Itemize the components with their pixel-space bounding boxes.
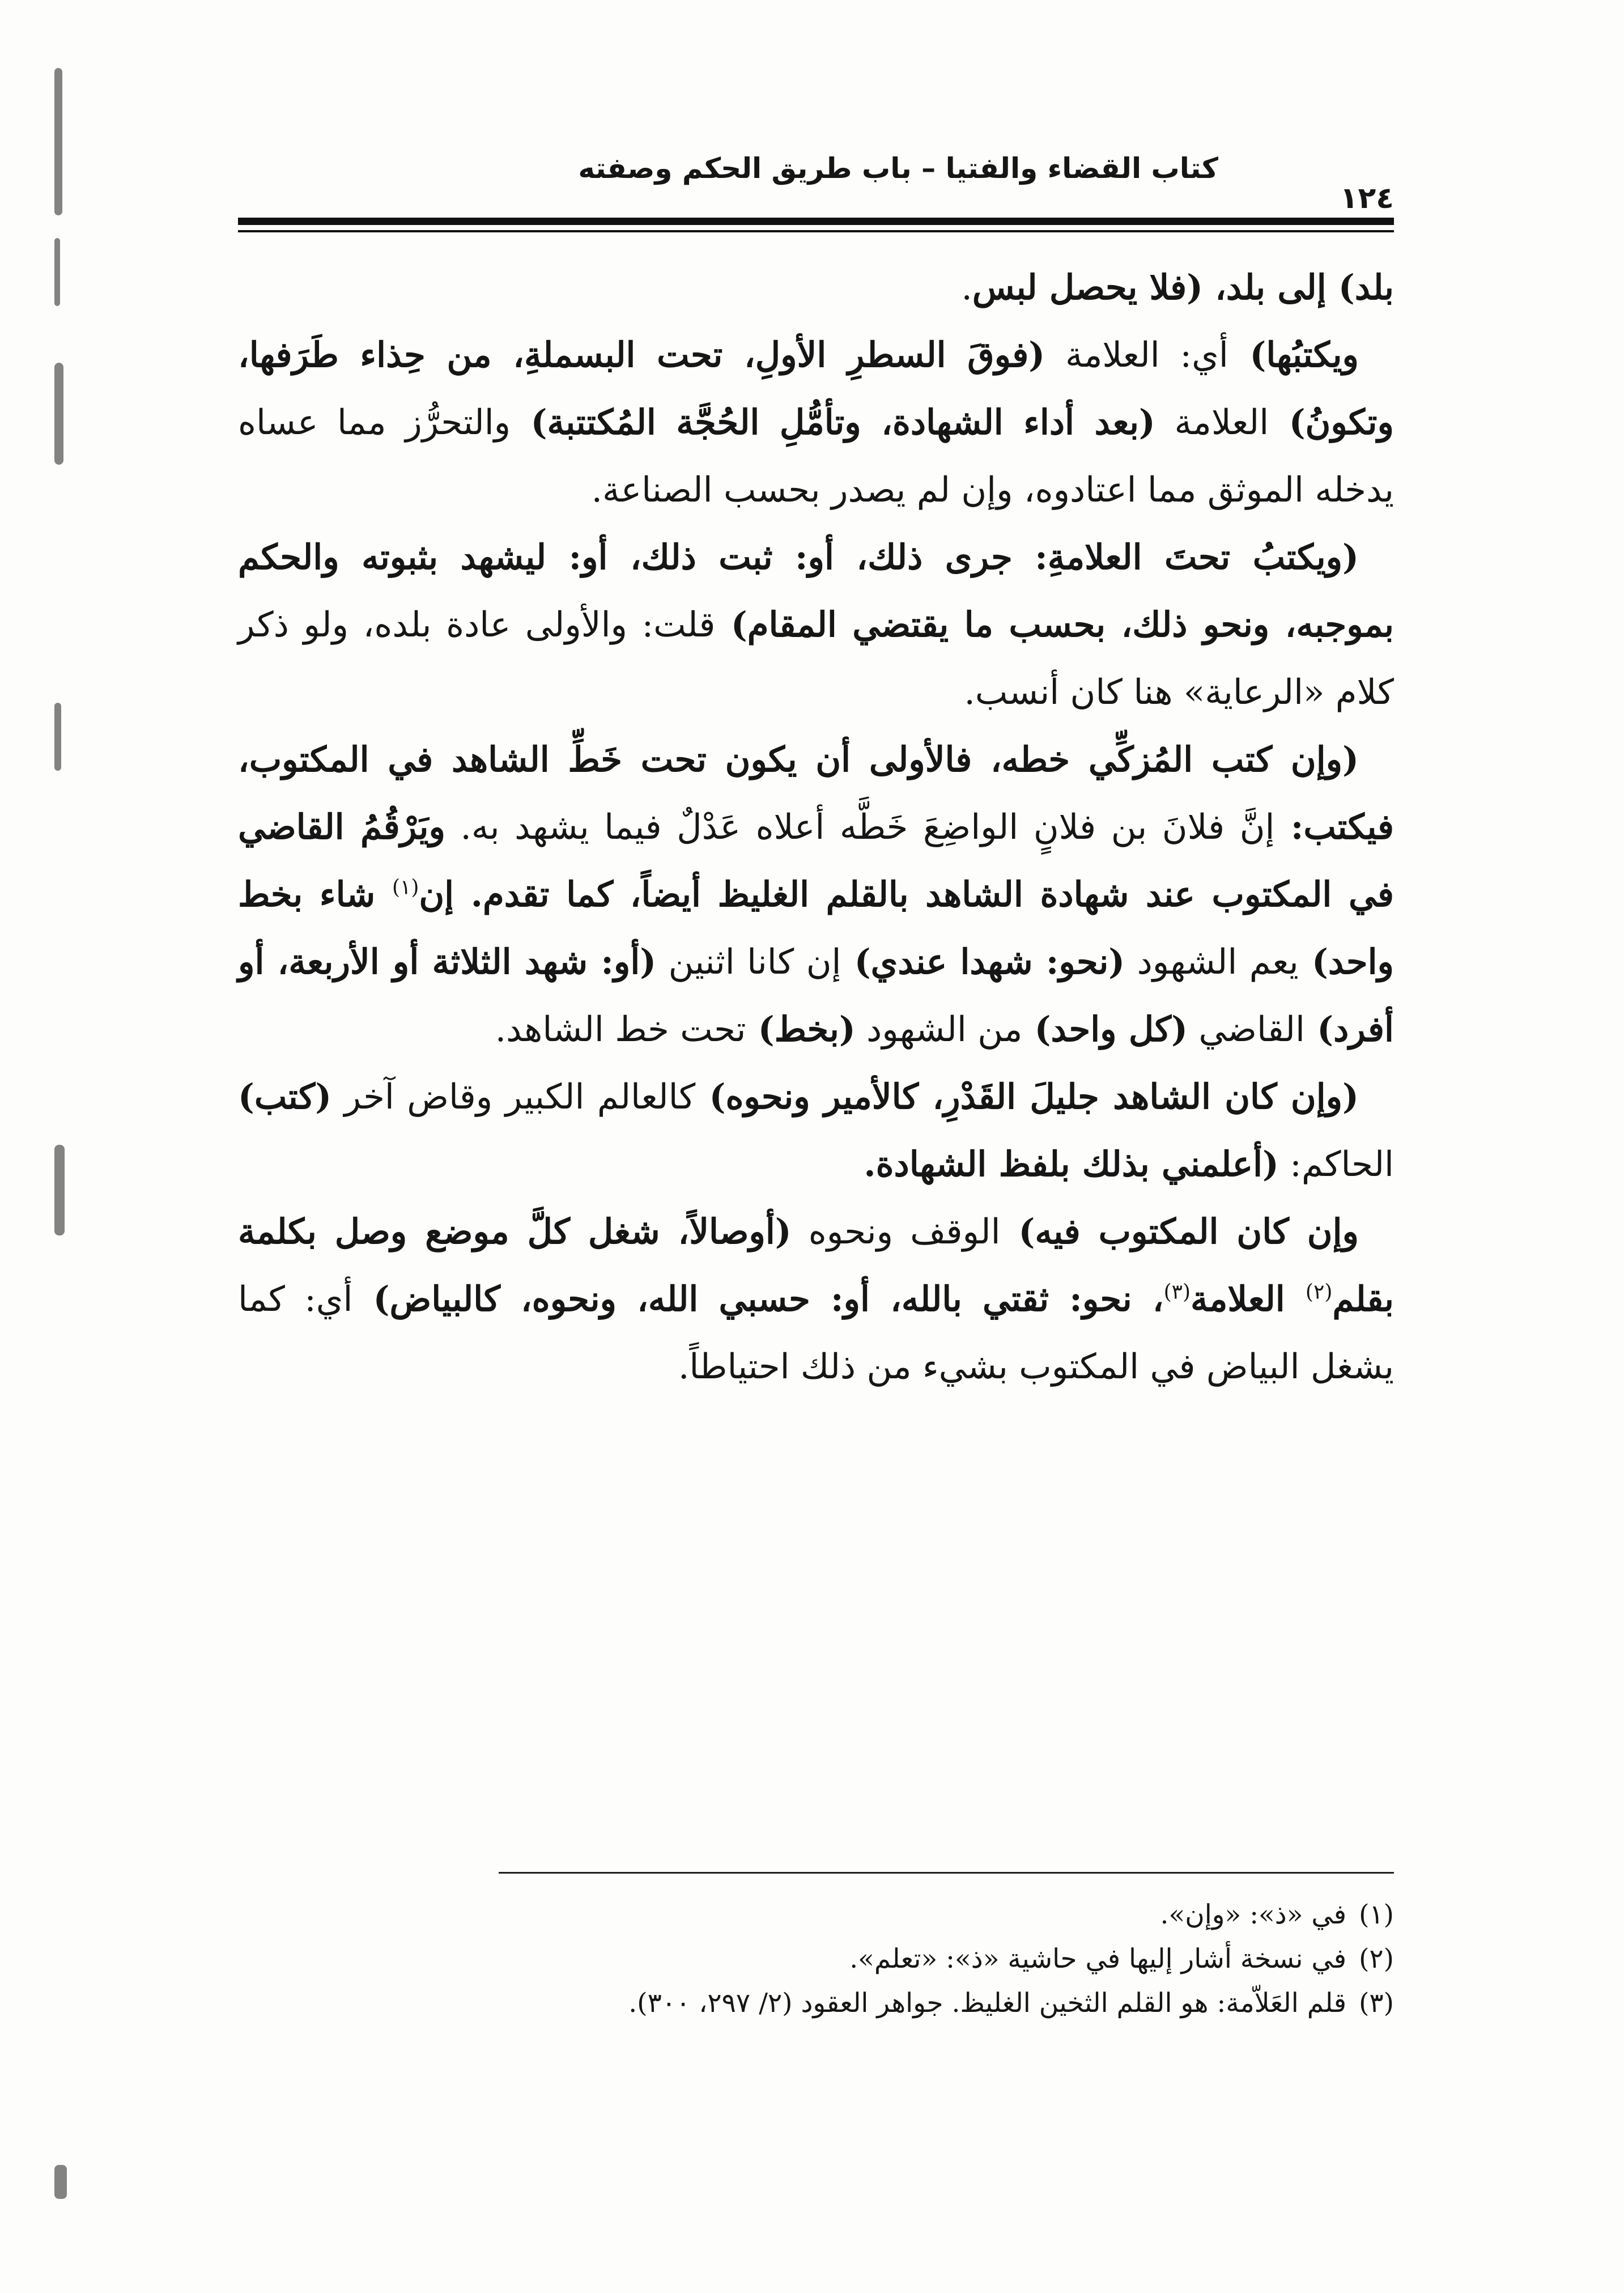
- text-run: (بعد أداء الشهادة، وتأمُّلِ الحُجَّة المُكتتبة): [511, 402, 1155, 443]
- footnote-ref-1: (١): [392, 876, 419, 899]
- footnote-number: (٢): [1359, 1943, 1394, 1974]
- text-run: (كتب): [238, 1077, 332, 1117]
- text-run: أي: العلامة: [1045, 335, 1228, 375]
- footnote-number: (٣): [1359, 1988, 1394, 2019]
- text-run: (فوقَ السطرِ الأولِ، تحت البسملةِ، من حِذاء طَرَفها، وتكونُ): [238, 335, 1394, 443]
- text-run: والتحرُّز مما عساه يدخله الموثق مما اعتادوه، وإن لم يصدر بحسب الصناعة.: [238, 402, 1394, 510]
- text-run: شاء بخط واحد): [238, 874, 1395, 982]
- text-run: .: [961, 267, 972, 308]
- text-run: (أعلمني بذلك بلفظ الشهادة.: [864, 1144, 1279, 1184]
- page-number: ١٢٤: [1340, 181, 1394, 215]
- body-text: [238, 254, 1394, 1400]
- footnote-item: [238, 1937, 1394, 1981]
- header-rule-thick: [238, 218, 1394, 225]
- scan-edge-artifact: [54, 68, 69, 2199]
- text-run: من الشهود: [855, 1009, 1023, 1050]
- text-run: ويَرْقُمُ القاضي في المكتوب عند شهادة الشاهد بالقلم الغليظ أيضاً، كما تقدم. إن: [238, 807, 1394, 915]
- header-rule-thin: [238, 230, 1394, 232]
- text-run: (وإن كان الشاهد جليلَ القَدْرِ، كالأمير ونحوه): [695, 1077, 1359, 1117]
- text-run: (بخط): [746, 1009, 856, 1050]
- text-run: الوقف ونحوه: [791, 1212, 1001, 1252]
- paragraph-5: [238, 1063, 1394, 1198]
- footnote-ref-2: (٢): [1305, 1280, 1333, 1304]
- footnote-text: قلم العَلاّمة: هو القلم الثخين الغليظ. جواهر العقود (٢/ ٢٩٧، ٣٠٠).: [628, 1988, 1347, 2019]
- paragraph-3: [238, 524, 1394, 726]
- footnote-item: [238, 1893, 1394, 1937]
- text-run: إنَّ فلانَ بن فلانٍ الواضِعَ خَطَّه أعلاه عَدْلٌ فيما يشهد به.: [445, 807, 1275, 847]
- footnote-item: [238, 1981, 1394, 2026]
- text-run: (ويكتبُ تحتَ العلامةِ: جرى ذلك، أو: ثبت ذلك، أو: ليشهد بثبوته والحكم بموجبه، ونحو ذلك، بحسب ما يقتضي المقام): [238, 537, 1394, 645]
- text-run: قلت: والأولى عادة بلده، ولو ذكر كلام «الرعاية» هنا كان أنسب.: [238, 605, 1394, 712]
- text-run: ، نحو: ثقتي بالله، أو: حسبي الله، ونحوه، كالبياض): [352, 1279, 1164, 1319]
- paragraph-4: [238, 726, 1394, 1063]
- text-run: (أوصالاً، شغل كلَّ موضع وصل بكلمة بقلم: [238, 1212, 1394, 1319]
- footnote-text: في «ذ»: «وإن».: [1160, 1899, 1347, 1930]
- footnote-text: في نسخة أشار إليها في حاشية «ذ»: «تعلم».: [849, 1943, 1347, 1974]
- text-run: (فلا يحصل لبس: [972, 267, 1203, 308]
- paragraph-1: [238, 254, 1394, 321]
- paragraph-6: [238, 1198, 1394, 1400]
- text-run: (أو: شهد الثلاثة أو الأربعة، أو أفرد): [238, 942, 1394, 1050]
- text-run: العلامة: [1155, 402, 1269, 443]
- footnotes: [238, 1893, 1394, 2026]
- text-run: العلامة: [1191, 1279, 1306, 1319]
- text-run: بلد) إلى بلد،: [1202, 267, 1394, 308]
- text-run: (نحو: شهدا عندي): [841, 942, 1125, 982]
- page-header: [238, 147, 1394, 238]
- footnote-separator: [499, 1872, 1394, 1874]
- footnote-number: (١): [1359, 1899, 1394, 1930]
- text-run: إن كانا اثنين: [656, 942, 841, 982]
- text-run: تحت خط الشاهد.: [495, 1009, 746, 1050]
- text-run: ويكتبُها): [1228, 335, 1359, 375]
- text-run: القاضي: [1187, 1009, 1305, 1050]
- paragraph-2: [238, 321, 1394, 524]
- text-run: يعم الشهود: [1125, 942, 1299, 982]
- text-run: أي: كما يشغل البياض في المكتوب بشيء من ذلك احتياطاً.: [238, 1279, 1394, 1387]
- text-run: الحاكم:: [1278, 1144, 1394, 1184]
- text-run: كالعالم الكبير وقاض آخر: [331, 1077, 696, 1117]
- text-run: (كل واحد): [1022, 1009, 1188, 1050]
- text-run: (وإن كتب المُزكِّي خطه، فالأولى أن يكون تحت خَطِّ الشاهد في المكتوب، فيكتب:: [238, 740, 1394, 847]
- text-run: وإن كان المكتوب فيه): [1000, 1212, 1359, 1252]
- footnote-ref-3: (٣): [1163, 1280, 1191, 1304]
- running-title: كتاب القضاء والفتيا – باب طريق الحكم وصفته: [578, 152, 1218, 185]
